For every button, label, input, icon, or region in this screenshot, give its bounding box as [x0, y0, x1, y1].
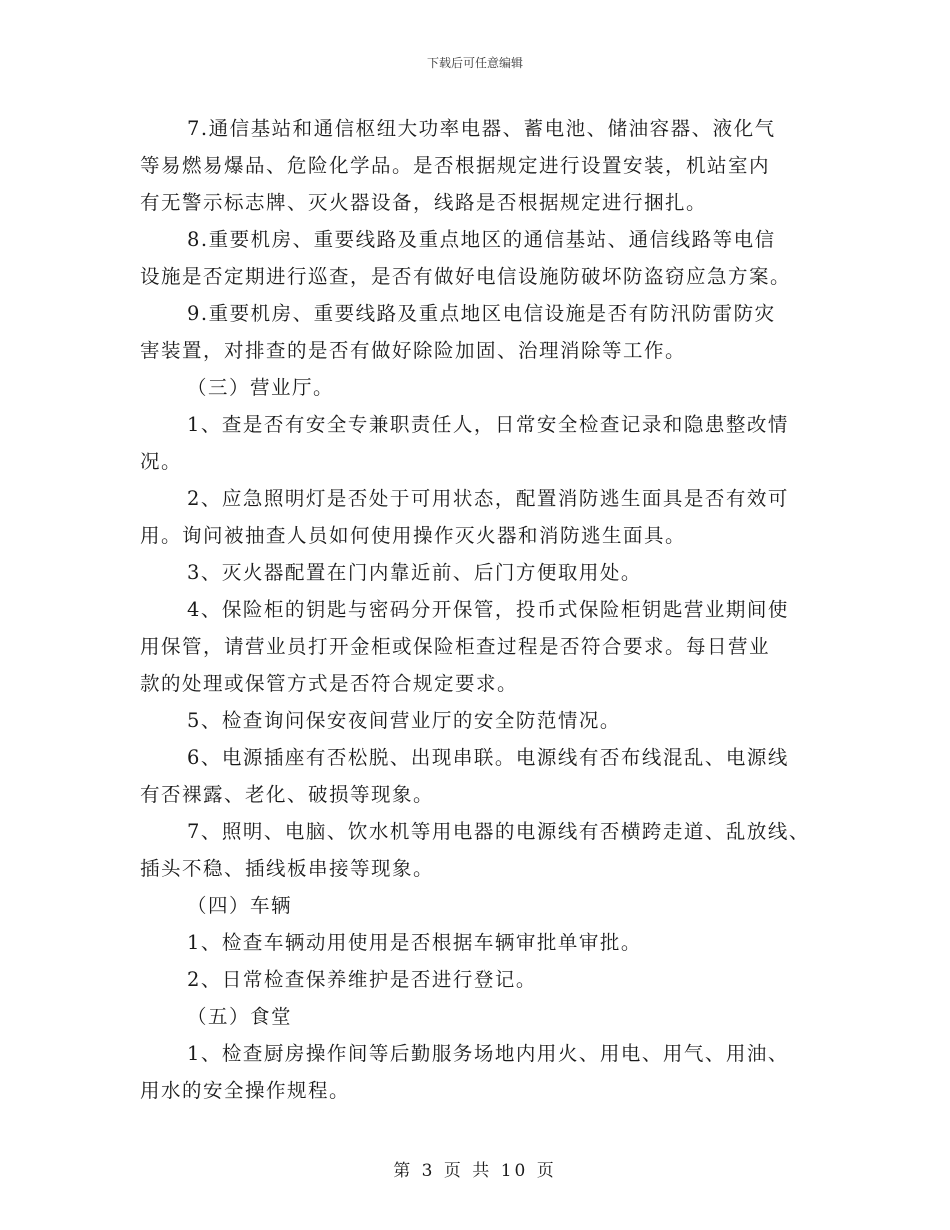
header-note: 下载后可任意编辑 [426, 56, 523, 70]
text-line: 用。询问被抽查人员如何使用操作灭火器和消防逃生面具。 [140, 524, 687, 547]
text-line: 2、日常检查保养维护是否进行登记。 [187, 968, 537, 991]
text-line: 1、检查车辆动用使用是否根据车辆审批单审批。 [187, 931, 642, 954]
text-line: 7.通信基站和通信枢纽大功率电器、蓄电池、储油容器、液化气 [187, 117, 776, 140]
text-line: 用水的安全操作规程。 [140, 1079, 351, 1102]
text-line: 4、保险柜的钥匙与密码分开保管，投币式保险柜钥匙营业期间使 [187, 598, 789, 621]
text-line: 有否裸露、老化、破损等现象。 [140, 783, 435, 806]
text-line: 用保管，请营业员打开金柜或保险柜查过程是否符合要求。每日营业 [140, 635, 771, 658]
text-line: 设施是否定期进行巡查，是否有做好电信设施防破坏防盗窃应急方案。 [140, 265, 792, 288]
text-line: （五）食堂 [187, 1005, 293, 1028]
text-line: 9.重要机房、重要线路及重点地区电信设施是否有防汛防雷防灾 [187, 302, 776, 325]
text-line: 7、照明、电脑、饮水机等用电器的电源线有否横跨走道、乱放线、 [187, 820, 810, 843]
text-line: 况。 [140, 450, 183, 473]
text-line: 8.重要机房、重要线路及重点地区的通信基站、通信线路等电信 [187, 228, 776, 251]
text-line: 等易燃易爆品、危险化学品。是否根据规定进行设置安装，机站室内 [140, 154, 771, 177]
text-line: 2、应急照明灯是否处于可用状态，配置消防逃生面具是否有效可 [187, 487, 789, 510]
text-line: 插头不稳、插线板串接等现象。 [140, 857, 435, 880]
text-line: 6、电源插座有否松脱、出现串联。电源线有否布线混乱、电源线 [187, 746, 789, 769]
document-body [140, 110, 830, 1109]
text-line: 1、检查厨房操作间等后勤服务场地内用火、用电、用气、用油、 [187, 1042, 789, 1065]
text-line: 款的处理或保管方式是否符合规定要求。 [140, 672, 519, 695]
text-line: 3、灭火器配置在门内靠近前、后门方便取用处。 [187, 561, 642, 584]
text-line: （三）营业厅。 [187, 376, 335, 399]
text-line: 有无警示标志牌、灭火器设备，线路是否根据规定进行捆扎。 [140, 191, 708, 214]
text-line: 5、检查询问保安夜间营业厅的安全防范情况。 [187, 709, 621, 732]
text-line: （四）车辆 [187, 894, 293, 917]
page-footer: 第 3 页 共 10 页 [393, 1161, 557, 1181]
text-line: 1、查是否有安全专兼职责任人，日常安全检查记录和隐患整改情 [187, 413, 789, 436]
text-line: 害装置，对排查的是否有做好除险加固、治理消除等工作。 [140, 339, 687, 362]
